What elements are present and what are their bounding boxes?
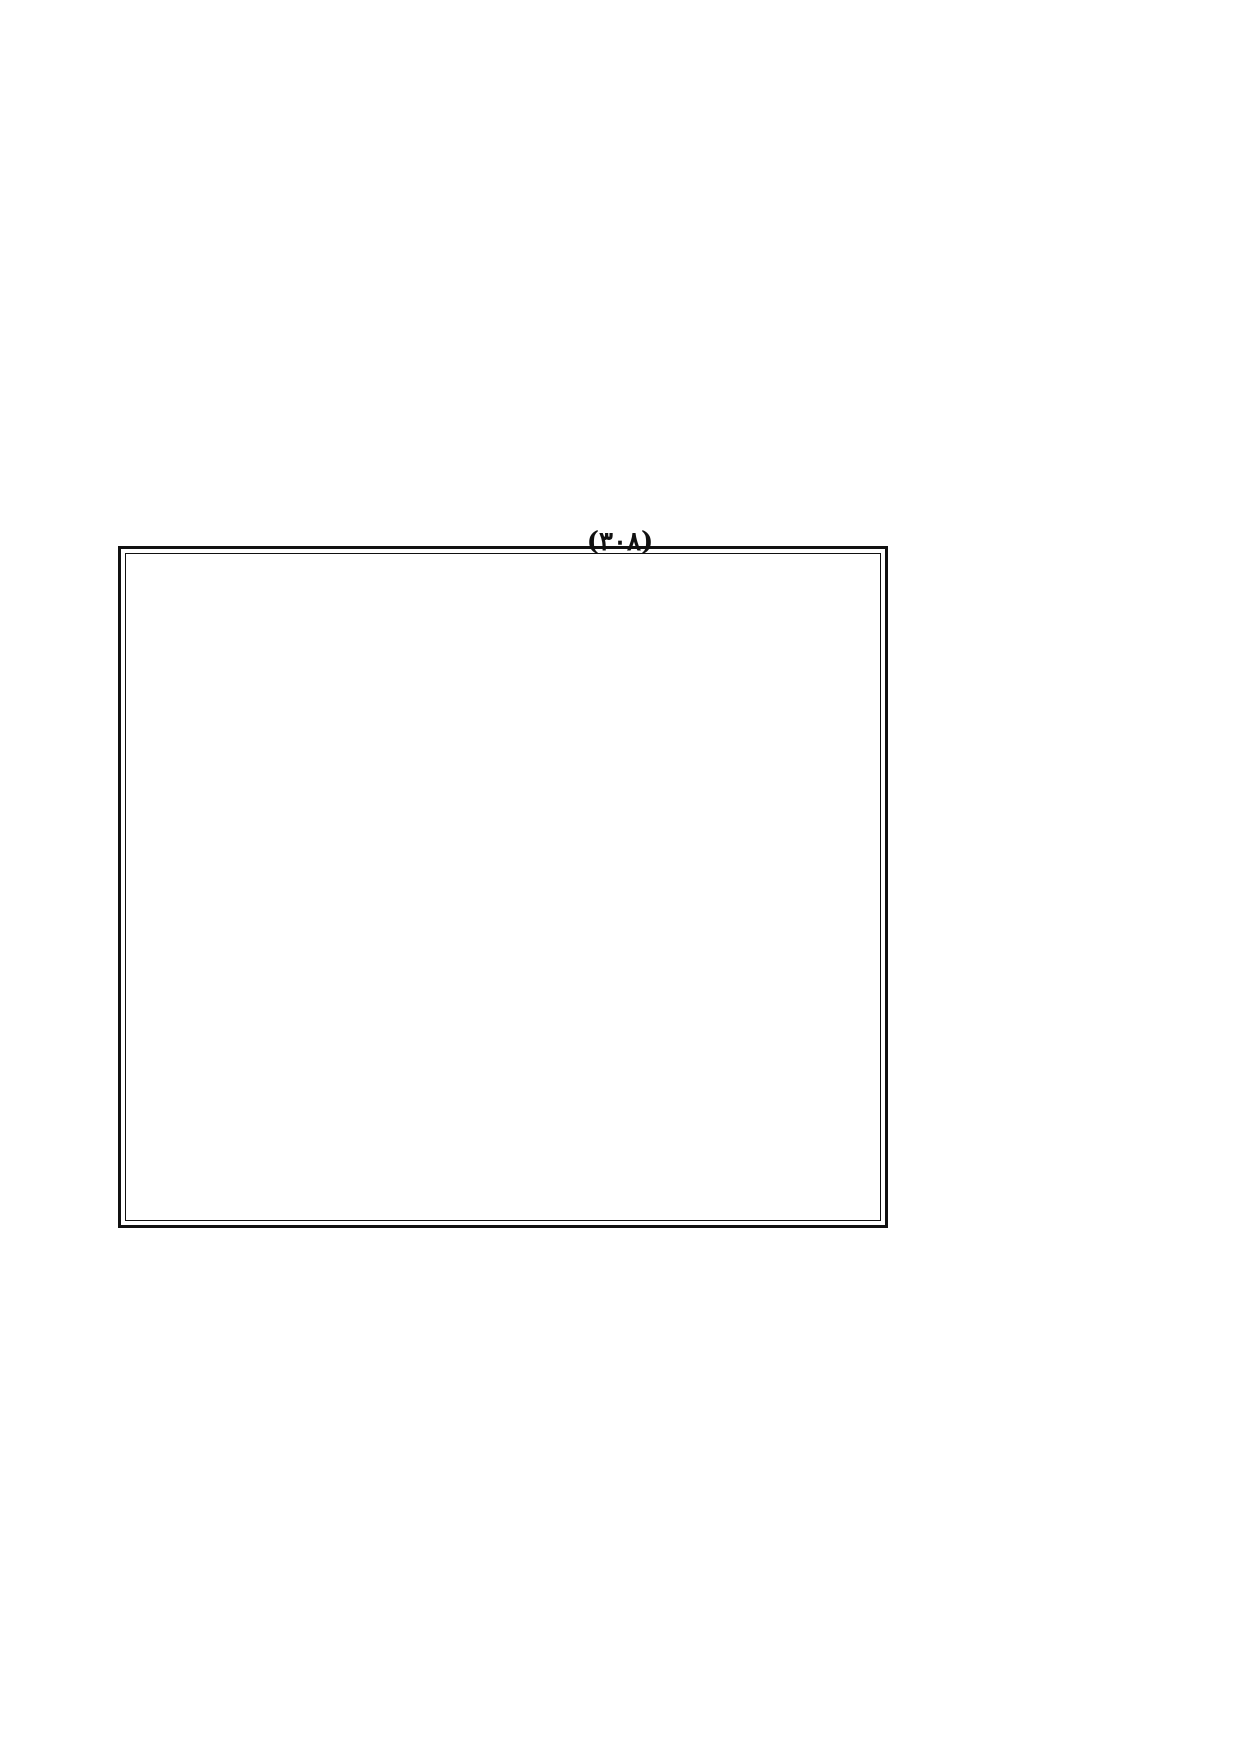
- frame-line-8: [136, 789, 872, 823]
- top-line-1: [150, 152, 1130, 186]
- side-line-3: [895, 594, 1135, 628]
- top-line-10: [150, 458, 1130, 492]
- frame-line-19: [136, 1152, 872, 1186]
- bottom-line-2: [150, 1256, 1130, 1290]
- frame-line-20: [136, 1185, 872, 1219]
- bottom-line-1: [150, 1222, 890, 1256]
- bottom-line-10: [150, 1538, 1130, 1572]
- top-line-7: [150, 356, 1130, 390]
- top-line-8: [150, 390, 1130, 424]
- side-line-11: [895, 829, 1135, 863]
- top-line-9: [150, 424, 1130, 458]
- bottom-line-13: [150, 1640, 1130, 1674]
- bottom-line-5: [150, 1360, 1130, 1394]
- page-number: (٣٠٨): [586, 527, 654, 557]
- side-line-5: [895, 654, 1135, 688]
- bottom-line-11: [150, 1572, 1130, 1606]
- frame-line-3: [136, 624, 872, 658]
- bottom-line-3: [150, 1292, 1130, 1326]
- top-line-3: [150, 220, 1130, 254]
- frame-line-5: [136, 690, 872, 724]
- bottom-line-7: [150, 1432, 1130, 1466]
- frame-line-2: [136, 591, 872, 625]
- top-line-2: [150, 185, 1130, 219]
- frame-line-16: [136, 1053, 872, 1087]
- top-line-4: [150, 253, 1130, 287]
- main-text-inner-frame: [125, 553, 881, 1221]
- top-line-5: [150, 289, 1130, 323]
- frame-line-18: [136, 1119, 872, 1153]
- frame-line-10: [136, 855, 872, 889]
- bottom-line-9: [150, 1502, 1130, 1536]
- frame-line-15: [136, 1020, 872, 1054]
- frame-line-11: [136, 888, 872, 922]
- bottom-line-8: [150, 1466, 1130, 1500]
- frame-line-7: [136, 756, 872, 790]
- frame-line-13: [136, 954, 872, 988]
- side-line-6: [895, 684, 1135, 718]
- bottom-line-12: [150, 1606, 1130, 1640]
- frame-line-17: [136, 1086, 872, 1120]
- frame-line-9: [136, 822, 872, 856]
- side-line-20: [895, 1090, 1135, 1124]
- side-line-4: [895, 624, 1135, 658]
- bottom-line-6: [150, 1396, 1130, 1430]
- top-line-6: [150, 323, 1130, 357]
- frame-line-12: [136, 921, 872, 955]
- bottom-line-14: [920, 1676, 1130, 1710]
- frame-line-4: [136, 657, 872, 691]
- side-line-24: [895, 1206, 1135, 1240]
- frame-line-1: [136, 558, 872, 592]
- bottom-line-4: [150, 1326, 1130, 1360]
- frame-line-14: [136, 987, 872, 1021]
- frame-line-6: [136, 723, 872, 757]
